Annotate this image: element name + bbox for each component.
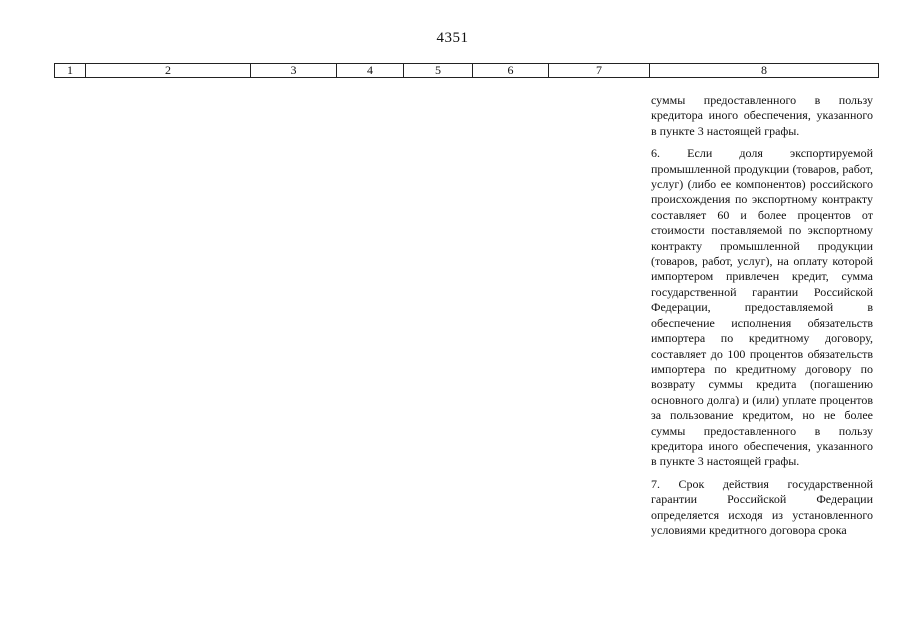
column-header-table [54,63,879,78]
column-header-2: 2 [86,64,251,78]
column-header-4: 4 [337,64,404,78]
column-header-5: 5 [404,64,473,78]
column-header-row [55,64,879,78]
column-header-3: 3 [251,64,337,78]
column-header-1: 1 [55,64,86,78]
column-header-7: 7 [549,64,650,78]
paragraph-continuation: суммы предоставленного в пользу кредитора иного обеспечения, указанного в пункте 3 настоящей графы. [651,93,873,138]
paragraph-item-7: 7. Срок действия государственной гарантии Российской Федерации определяется исходя из установленного условиями кредитного договора срока [651,476,873,537]
column-header-6: 6 [473,64,549,78]
column-header-8: 8 [650,64,879,78]
paragraph-item-6: 6. Если доля экспортируемой промышленной продукции (товаров, работ, услуг) (либо ее компонентов) российского происхождения по экспортному контракту составляет 60 и более процентов от стоимости поставляемой по экспортному контракту промышленной продукции (товаров, работ, услуг), на оплату которой импортером привлечен кредит, сумма государственной гарантии Российской Федерации, предоставляемой в обеспечение исполнения обязательств импортера по кредитному договору, составляет до 100 процентов обязательств импортера по кредитному договору по возврату суммы кредита (погашению основного долга) и (или) уплате процентов за пользование кредитом, но не более суммы предоставленного в пользу кредитора иного обеспечения, указанного в пункте 3 настоящей графы. [651,146,873,469]
column-8-content [651,93,873,545]
page-number: 4351 [436,30,469,46]
